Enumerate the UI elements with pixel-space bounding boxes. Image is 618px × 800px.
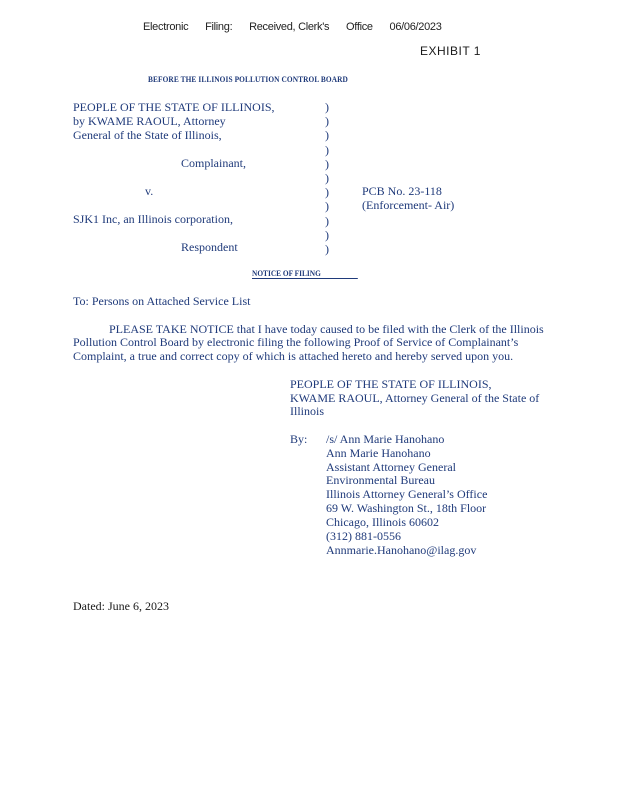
notice-line3: Complaint, a true and correct copy of which is attached hereto and hereby served upon you. — [73, 349, 514, 363]
notice-line1: PLEASE TAKE NOTICE that I have today caused to be filed with the Clerk of the Illinois — [109, 322, 544, 336]
header-office: Office — [346, 21, 373, 33]
sig-party-line3: Illinois — [290, 404, 325, 418]
party1-line3: General of the State of Illinois, — [73, 128, 222, 142]
sig-name: Ann Marie Hanohano — [326, 446, 431, 460]
header-received: Received, Clerk's — [249, 21, 330, 33]
board-title: BEFORE THE ILLINOIS POLLUTION CONTROL BOARD — [148, 75, 348, 84]
sig-phone: (312) 881-0556 — [326, 529, 401, 543]
sig-title: Assistant Attorney General — [326, 460, 456, 474]
sig-slash-signature: /s/ Ann Marie Hanohano — [326, 432, 445, 446]
exhibit-label: EXHIBIT 1 — [420, 44, 481, 58]
sig-bureau: Environmental Bureau — [326, 473, 435, 487]
caption-parens: ) ) ) ) ) ) ) ) ) ) ) — [325, 100, 329, 256]
to-line: To: Persons on Attached Service List — [73, 294, 251, 308]
sig-email: Annmarie.Hanohano@ilag.gov — [326, 543, 477, 557]
sig-party-line2: KWAME RAOUL, Attorney General of the State of — [290, 391, 540, 405]
respondent-label: Respondent — [181, 240, 238, 254]
versus-label: v. — [145, 184, 154, 198]
header-date: 06/06/2023 — [389, 21, 442, 33]
notice-title: NOTICE OF FILING — [252, 269, 358, 279]
notice-line2: Pollution Control Board by electronic filing the following Proof of Service of Complainant’s — [73, 335, 519, 349]
party1-line2: by KWAME RAOUL, Attorney — [73, 114, 226, 128]
sig-party-line1: PEOPLE OF THE STATE OF ILLINOIS, — [290, 377, 492, 391]
complainant-label: Complainant, — [181, 156, 246, 170]
party2-name: SJK1 Inc, an Illinois corporation, — [73, 212, 233, 226]
header-electronic: Electronic — [143, 21, 189, 33]
party1-line1: PEOPLE OF THE STATE OF ILLINOIS, — [73, 100, 275, 114]
header-filing: Filing: — [205, 21, 233, 33]
sig-city: Chicago, Illinois 60602 — [326, 515, 439, 529]
dated-line: Dated: June 6, 2023 — [73, 599, 169, 613]
case-number: PCB No. 23-118 — [362, 184, 442, 198]
sig-address: 69 W. Washington St., 18th Floor — [326, 501, 487, 515]
sig-office: Illinois Attorney General’s Office — [326, 487, 488, 501]
filing-stamp-header — [143, 21, 456, 33]
case-type: (Enforcement- Air) — [362, 198, 455, 212]
sig-by-label: By: — [290, 432, 308, 446]
